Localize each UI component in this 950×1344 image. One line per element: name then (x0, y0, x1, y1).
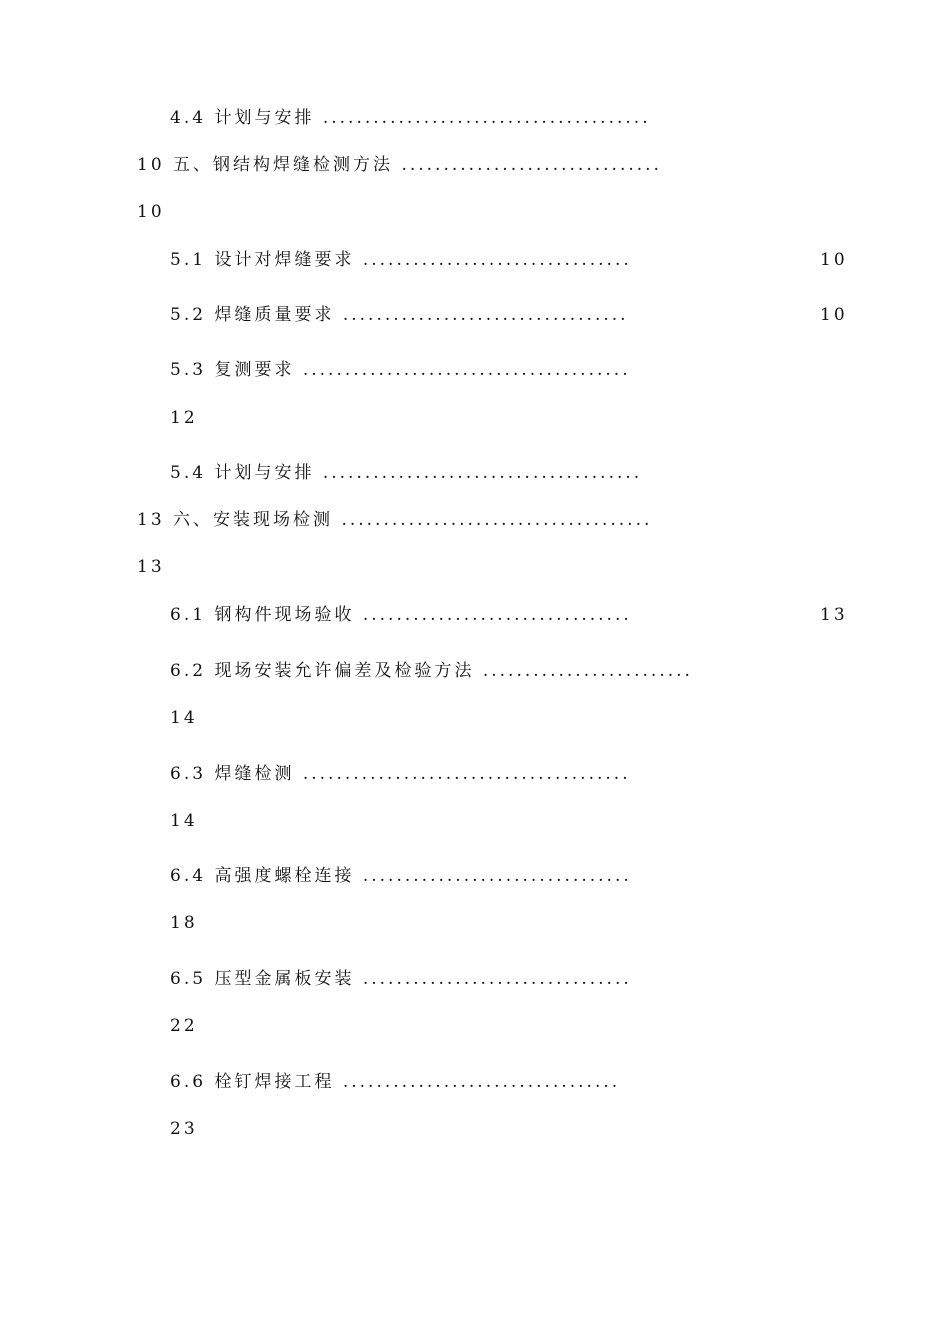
toc-page-number: 13 (820, 605, 848, 625)
toc-entry-6-4[interactable]: 6.4 高强度螺栓连接 ................................ (170, 866, 632, 886)
toc-entry-chapter-5[interactable]: 10 五、钢结构焊缝检测方法 ............................... (137, 155, 662, 175)
toc-entry-6-6[interactable]: 6.6 栓钉焊接工程 ................................. (170, 1072, 621, 1092)
toc-entry-6-2[interactable]: 6.2 现场安装允许偏差及检验方法 ......................... (170, 661, 693, 681)
toc-entry-6-3[interactable]: 6.3 焊缝检测 ....................................... (170, 764, 631, 784)
toc-entry-5-2[interactable]: 5.2 焊缝质量要求 .................................. (170, 305, 629, 325)
toc-entry-6-5[interactable]: 6.5 压型金属板安装 ................................ (170, 969, 632, 989)
toc-page-number: 10 (820, 250, 848, 270)
toc-page-number: 14 (170, 811, 198, 831)
toc-page-number: 12 (170, 408, 198, 428)
toc-entry-5-4[interactable]: 5.4 计划与安排 ...................................... (170, 463, 643, 483)
toc-page-number: 23 (170, 1119, 198, 1139)
toc-entry-4-4[interactable]: 4.4 计划与安排 ....................................... (170, 108, 651, 128)
toc-entry-5-3[interactable]: 5.3 复测要求 ....................................... (170, 360, 631, 380)
toc-page-number: 10 (137, 202, 165, 222)
toc-page-number: 18 (170, 913, 198, 933)
toc-page-number: 14 (170, 708, 198, 728)
toc-page-number: 10 (820, 305, 848, 325)
toc-page-number: 13 (137, 557, 165, 577)
toc-page-number: 22 (170, 1016, 198, 1036)
toc-entry-chapter-6[interactable]: 13 六、安装现场检测 ..................................... (137, 510, 653, 530)
toc-entry-6-1[interactable]: 6.1 钢构件现场验收 ................................ (170, 605, 632, 625)
toc-entry-5-1[interactable]: 5.1 设计对焊缝要求 ................................ (170, 250, 632, 270)
